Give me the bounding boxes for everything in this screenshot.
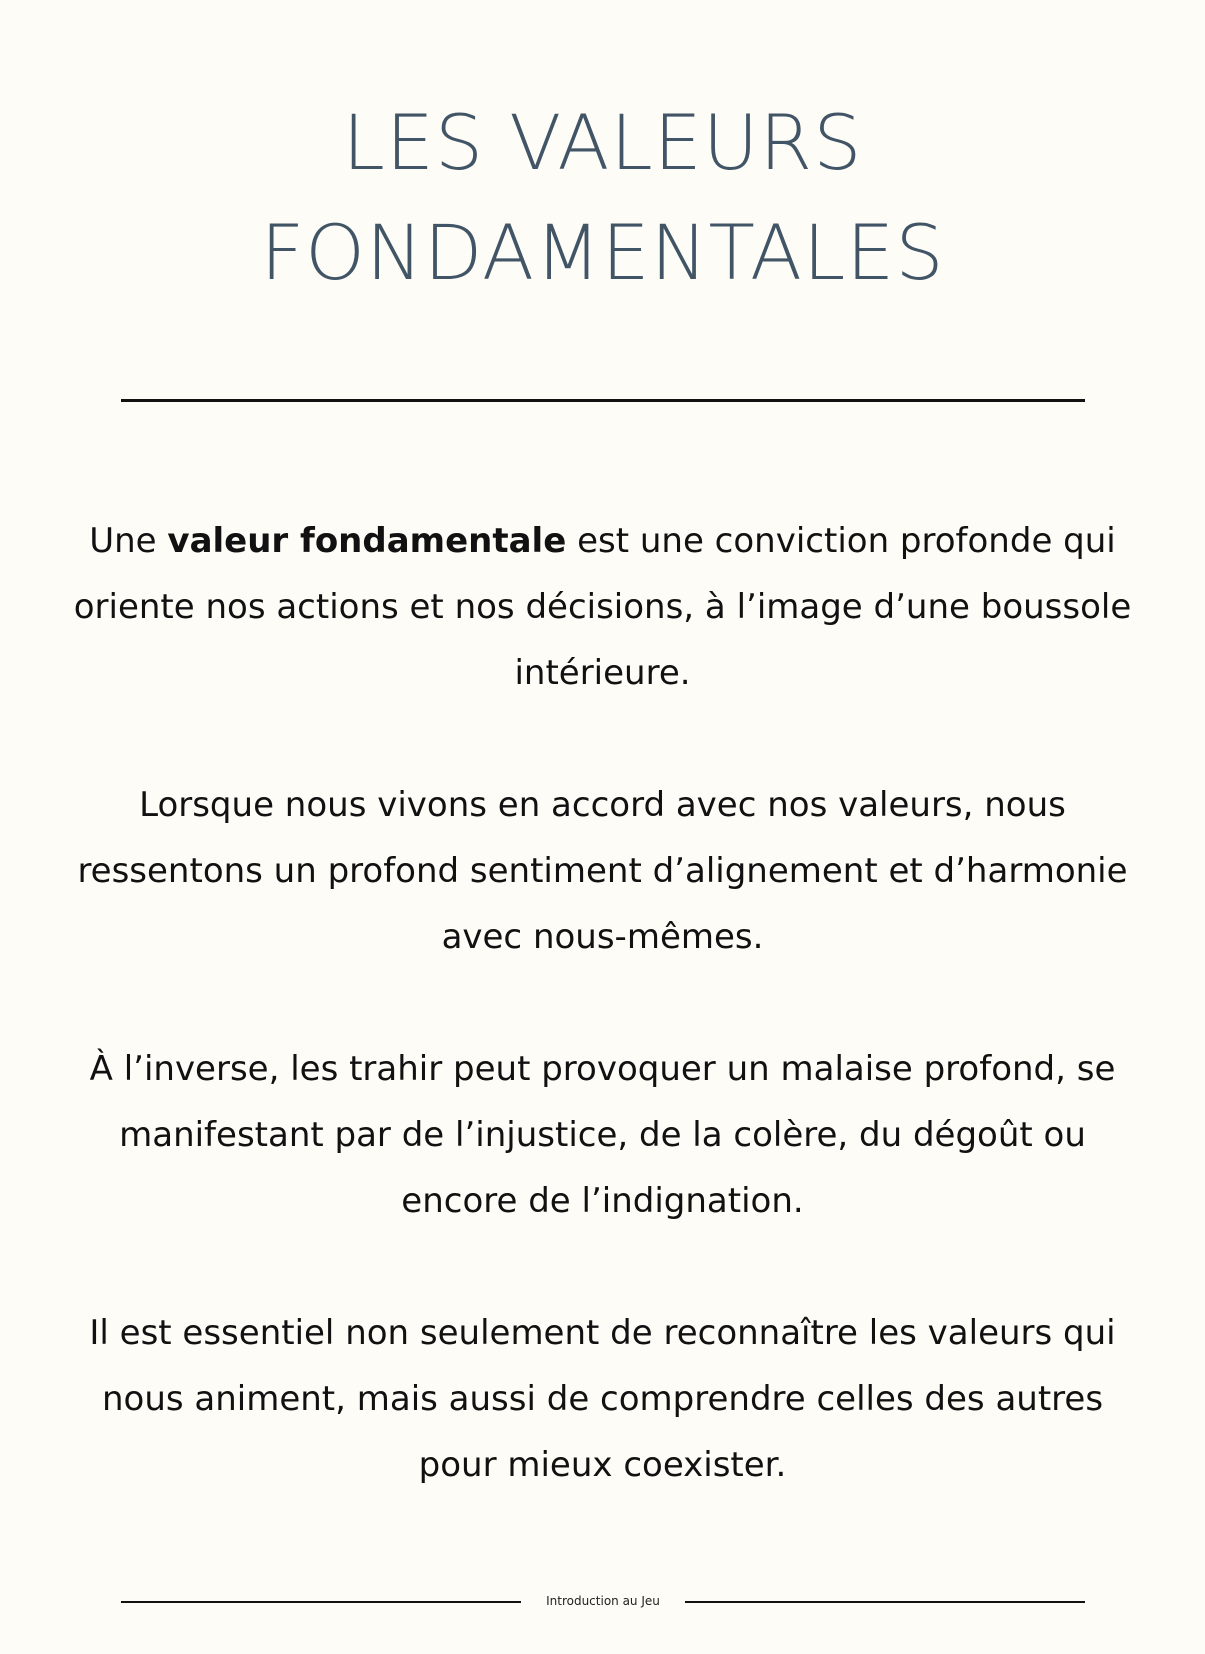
paragraph-betrayal: À l’inverse, les trahir peut provoquer un malaise profond, se manifestant par de l’injustice, de la colère, du dégoût ou encore de l’indignation. bbox=[89, 1049, 1116, 1221]
page-title-line-2: FONDAMENTALES bbox=[260, 208, 945, 297]
page-title-line-1: LES VALEURS bbox=[342, 98, 863, 187]
paragraph-definition-lead: Une bbox=[89, 521, 168, 561]
paragraph-definition-rest: est une conviction profonde qui oriente nos actions et nos décisions, à l’image d’une boussole intérieure. bbox=[73, 521, 1132, 693]
paragraph-definition-keyword: valeur fondamentale bbox=[167, 521, 567, 561]
paragraph-coexistence: Il est essentiel non seulement de reconnaître les valeurs qui nous animent, mais aussi de comprendre celles des autres pour mieux coexister. bbox=[89, 1313, 1116, 1485]
body-text bbox=[60, 508, 1145, 1564]
footer-divider-left bbox=[121, 1601, 521, 1603]
footer-label: Introduction au Jeu bbox=[546, 1594, 660, 1608]
footer-divider-right bbox=[685, 1601, 1085, 1603]
paragraph-alignment: Lorsque nous vivons en accord avec nos valeurs, nous ressentons un profond sentiment d’alignement et d’harmonie avec nous-mêmes. bbox=[77, 785, 1128, 957]
page-title bbox=[0, 88, 1205, 308]
paragraph-definition bbox=[60, 508, 1145, 706]
title-divider bbox=[121, 399, 1085, 402]
